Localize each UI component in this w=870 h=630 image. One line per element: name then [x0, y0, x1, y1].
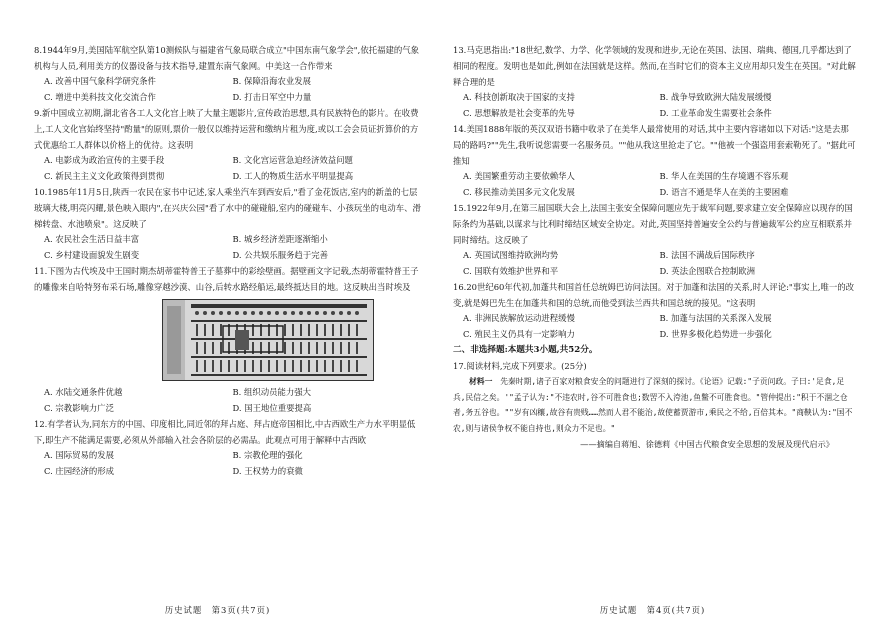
question-14-stem: 14.美国1888年版的英汉双语书籍中收录了在美华人最常使用的对话,其中主要内容诸如以下对话:"这是去那局的路吗?""先生,我听说您需要一名服务员。""他从我这里抢走了它。""他被一个强盗用套索勒死了。"据此可推知: [453, 124, 856, 166]
option-b[interactable]: B. 文化宫运营急迫经济效益问题: [232, 155, 353, 165]
question-10-stem: 10.1985年11月5日,陕西一农民在家书中记述,家人乘坐汽车到西安后,"看了金花饭店,室内的新盖的七层玻璃大楼,明亮闪耀,景色映入眼内",在兴庆公园"看了水中的碰碰船,室内的碰碰车、小孩玩坐的电动车、滑梯转盘、水池喷泉"。这反映了: [34, 187, 421, 229]
option-d[interactable]: D. 世界多极化趋势进一步强化: [659, 328, 772, 339]
option-c[interactable]: C. 思想解放是社会变革的先导: [463, 107, 575, 118]
option-a[interactable]: A. 水陆交通条件优越: [44, 387, 123, 397]
option-a[interactable]: A. 农民社会生活日益丰富: [44, 234, 140, 244]
option-c[interactable]: C. 新民主主义文化政策得到贯彻: [44, 170, 165, 181]
option-d[interactable]: D. 王权势力的衰微: [232, 465, 303, 476]
material-label: 材料一: [469, 377, 493, 386]
option-d[interactable]: D. 英法企图联合控制欧洲: [659, 265, 755, 276]
option-a[interactable]: A. 英国试图维持欧洲均势: [463, 250, 559, 260]
option-b[interactable]: B. 华人在美国的生存境遇不容乐观: [659, 171, 789, 181]
question-8-options: [34, 74, 421, 105]
option-c[interactable]: C. 宗教影响力广泛: [44, 402, 115, 413]
option-a[interactable]: A. 美国繁重劳动主要依赖华人: [463, 171, 575, 181]
question-13-options: [453, 90, 856, 121]
option-c[interactable]: C. 殖民主义仍具有一定影响力: [463, 328, 575, 339]
option-b[interactable]: B. 战争导致欧洲大陆发展缓慢: [659, 92, 772, 102]
option-b[interactable]: B. 宗教伦理的强化: [232, 450, 303, 460]
question-17-stem: 17.阅读材料,完成下列要求。(25分): [453, 361, 587, 371]
option-a[interactable]: A. 电影成为政治宣传的主要手段: [44, 155, 165, 165]
option-b[interactable]: B. 保障沿海农业发展: [232, 76, 311, 86]
option-b[interactable]: B. 城乡经济差距逐渐缩小: [232, 234, 328, 244]
material-text: 先秦时期,诸子百家对粮食安全的问题进行了深刻的探讨。《论语》记载:"子贡问政。子曰:'足食,足兵,民信之矣。'"孟子认为:"不违农时,谷不可胜食也;数罟不入洿池,鱼鳖不可胜食也。"管仲提出:"积于不涸之仓者,务五谷也。""岁有凶穰,故谷有贵贱……然而人君不能治,故使蓄贾游市,乘民之不给,百倍其本。"商鞅认为:"国不农,则与诸侯争权不能自持也,则众力不足也。": [453, 377, 853, 433]
option-b[interactable]: B. 加蓬与法国的关系深入发展: [659, 313, 772, 323]
question-13-stem: 13.马克思指出:"18世纪,数学、力学、化学领域的发现和进步,无论在英国、法国、瑞典、德国,几乎都达到了相同的程度。发明也是如此,例如在法国就是这样。然而,在当时它们的资本主义应用却只发生在英国。"对此解释合理的是: [453, 45, 856, 87]
option-c[interactable]: C. 庄园经济的形成: [44, 465, 115, 476]
option-d[interactable]: D. 语言不通是华人在美的主要困难: [659, 186, 789, 197]
egyptian-mural-image: [162, 299, 374, 381]
option-c[interactable]: C. 移民推动美国多元文化发展: [463, 186, 575, 197]
question-12-options: [34, 448, 421, 479]
option-d[interactable]: D. 公共娱乐服务趋于完善: [232, 249, 328, 260]
option-d[interactable]: D. 打击日军空中力量: [232, 91, 312, 102]
option-d[interactable]: D. 工人的物质生活水平明显提高: [232, 170, 354, 181]
option-d[interactable]: D. 工业革命发生需要社会条件: [659, 107, 772, 118]
section-heading: 二、非选择题:本题共3小题,共52分。: [453, 345, 598, 355]
question-9-stem: 9.新中国成立初期,湖北省各工人文化宫上映了大量主题影片,宣传政治思想,具有民族特色的影片。在收费上,工人文化宫始终坚持"酌量"的原则,票价一般仅以维持运营和缴纳片租为度,或以工会会员证折算价的方式优惠给工人群体以价格上的优待。这表明: [34, 108, 419, 150]
option-a[interactable]: A. 改善中国气象科学研究条件: [44, 76, 156, 86]
question-16-options: [453, 311, 856, 342]
option-c[interactable]: C. 乡村建设面貌发生剧变: [44, 249, 140, 260]
question-14-options: [453, 169, 856, 200]
question-10-options: [34, 232, 421, 263]
option-b[interactable]: B. 组织动员能力强大: [232, 387, 311, 397]
question-11-stem: 11.下图为古代埃及中王国时期杰胡蒂霍特普王子墓葬中的彩绘壁画。据壁画文字记载,杰胡蒂霍特普王子的雕像来自哈特努布采石场,雕像穿越沙漠、山谷,后转水路经船运,最终抵达目的地。这反映出当时埃及: [34, 266, 419, 292]
page-4: [435, 0, 870, 630]
option-d[interactable]: D. 国王地位重要提高: [232, 402, 312, 413]
option-c[interactable]: C. 增进中美科技文化交流合作: [44, 91, 156, 102]
question-8-stem: 8.1944年9月,美国陆军航空队第10测候队与福建省气象局联合成立"中国东南气象学会",依托福建的气象机构与人员,利用美方的仪器设备与技术指导,建置东南气象网。中美这一合作带来: [34, 45, 419, 71]
question-16-stem: 16.20世纪60年代初,加蓬共和国首任总统姆巴访问法国。对于加蓬和法国的关系,时人评论:"事实上,唯一的改变,就是姆巴先生在加蓬共和国的总统,而他受到法兰西共和国总统的接见。"这表明: [453, 282, 855, 308]
material-source: ——摘编自蒋旭、徐德莉《中国古代粮食安全思想的发展及现代启示》: [580, 439, 834, 449]
option-c[interactable]: C. 国联有效维护世界和平: [463, 265, 559, 276]
option-a[interactable]: A. 国际贸易的发展: [44, 450, 114, 460]
question-15-stem: 15.1922年9月,在第三届国联大会上,法国主张安全保障问题应先于裁军问题,要求建立安全保障应以现存的国际条约为基础,以谋求与比利时缔结区域安全协定。对此,英国坚持普遍安全公约与普遍裁军公约应互相联系并同时缔结。这反映了: [453, 203, 853, 245]
question-11-options: [34, 385, 421, 416]
option-b[interactable]: B. 法国不满战后国际秩序: [659, 250, 755, 260]
question-15-options: [453, 248, 856, 279]
option-a[interactable]: A. 科技创新取决于国家的支持: [463, 92, 575, 102]
option-a[interactable]: A. 非洲民族解放运动进程缓慢: [463, 313, 575, 323]
page-footer: 历史试题 第3页(共7页): [164, 605, 271, 615]
question-9-options: [34, 153, 421, 184]
material-one: [453, 374, 856, 436]
page-footer: 历史试题 第4页(共7页): [599, 605, 706, 615]
question-12-stem: 12.有学者认为,同东方的中国、印度相比,同近邻的拜占庭、拜占庭帝国相比,中古西欧生产力水平明显低下,即生产不能满足需要,必须从外部输入社会各阶层的必需品。此观点可用于解释中古西欧: [34, 419, 416, 445]
